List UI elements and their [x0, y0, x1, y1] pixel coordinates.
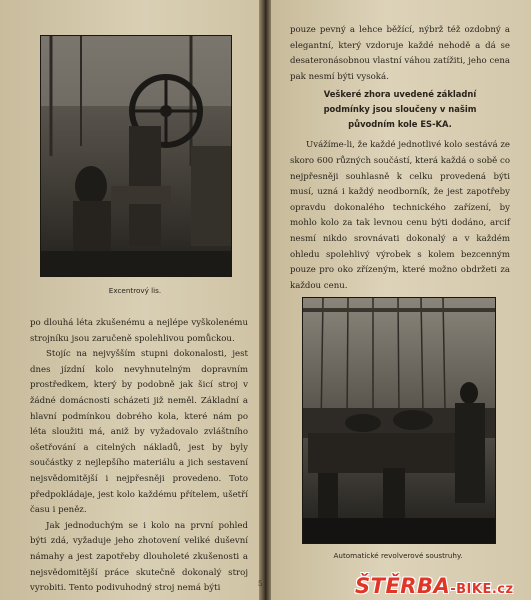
figure-caption-left: Excentrový lis. — [108, 286, 162, 295]
paragraph: pouze pevný a lehce běžící, nýbrž též ozdobný a elegantní, který vzdoruje každé nehodě a dá se desateronásobnou vlastní váhou zatížiti, jeho cena pak nesmí býti vysoká. — [290, 25, 510, 82]
watermark-main: ŠTĚRBA — [355, 574, 451, 598]
bold-statement: Veškeré zhora uvedené základní podmínky jsou sloučeny v našim původním kole ES-KA. — [323, 89, 477, 130]
watermark-suffix: -BIKE.cz — [450, 582, 514, 597]
figure-caption-right: Automatické revolverové soustruhy. — [333, 551, 463, 560]
photo-eccentric-press — [40, 35, 232, 277]
site-watermark — [355, 574, 514, 598]
paragraph: Uvážíme-li, že každé jednotlivé kolo sestává ze skoro 600 různých součástí, která každá o sobě co nejpřesněji souhlasně k celku provedená býti musí, uzná i každý neodborník, že jest zapotřeby opravdu dokonalého technického zařízení, by mohlo kolo za tak levnou cenu býti dodáno, arcif nesmí nikdo srovnávati dokonalý a v každém ohledu spolehlivý výrobek s kolem bezcenným pouze pro oko zřízeným, které možno obdržeti za každou cenu. — [290, 140, 510, 291]
page-number: 5 — [258, 580, 263, 588]
paragraph: Jak jednoduchým se i kolo na první pohled býti zdá, vyžaduje jeho zhotovení veliké duševní námahy a jest zapotřeby dlouholeté zkušenosti a nejsvědomitější práce skutečně dokonalý stroj vyrobiti. Tento podivuhodný stroj nemá býti — [30, 520, 248, 594]
book-spine — [259, 0, 271, 600]
left-text-column — [30, 316, 248, 597]
right-text-column-top — [290, 23, 510, 294]
paragraph: po dlouhá léta zkušenému a nejlépe vyškolenému strojníku jsou zaručeně spolehlivou pomůckou. — [30, 318, 248, 344]
paragraph: Stojíc na nejvyšším stupni dokonalosti, jest dnes jízdní kolo nevyhnutelným dopravním prostředkem, který by podobně jak šicí stroj v žádné domácnosti scházeti již neměl. Základní a hlavní podmínkou dobrého kola, které nám po léta sloužiti má, aniž by vyžadovalo zvláštního ošetřování a citelných nákladů, jest by byly součástky z nejlepšího materiálu a jich sestavení nejsvědomitější i nejpřesněji provedeno. Toto předpokládaje, jest kolo každému přítelem, ušetří času i peněz. — [30, 349, 248, 516]
photo-turret-lathes — [302, 297, 496, 544]
